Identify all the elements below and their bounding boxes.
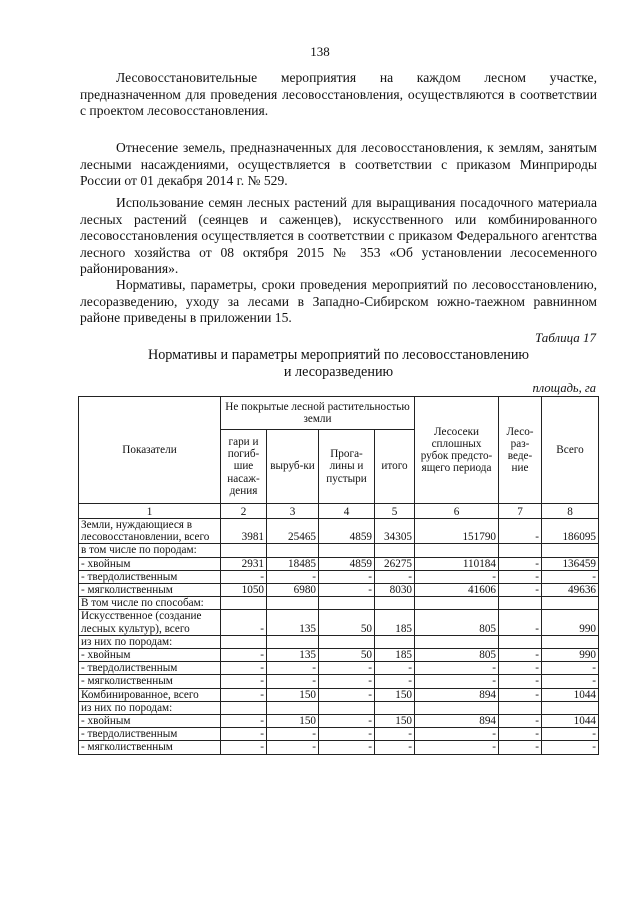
table-title-line-1: Нормативы и параметры мероприятий по лесовосстановлению [147, 347, 530, 363]
row-value: - [499, 610, 542, 635]
row-value: 4859 [319, 557, 375, 570]
row-value: 151790 [415, 519, 499, 544]
row-value: 18485 [267, 557, 319, 570]
row-value: 990 [542, 610, 599, 635]
row-value: 805 [415, 649, 499, 662]
row-value: - [221, 741, 267, 754]
row-value: 110184 [415, 557, 499, 570]
column-number: 4 [319, 504, 375, 519]
row-value: 6980 [267, 584, 319, 597]
row-value: - [375, 570, 415, 583]
row-value: - [319, 584, 375, 597]
row-label: - мягколиственным [79, 675, 221, 688]
row-value: - [375, 675, 415, 688]
row-value [415, 597, 499, 610]
data-table [78, 396, 599, 755]
row-value [375, 701, 415, 714]
header-burned: гари и погиб-шие насаж-дения [221, 430, 267, 504]
row-value: - [542, 662, 599, 675]
row-value: 135 [267, 610, 319, 635]
row-value: 34305 [375, 519, 415, 544]
column-number: 6 [415, 504, 499, 519]
row-value: 4859 [319, 519, 375, 544]
column-number: 5 [375, 504, 415, 519]
row-value [542, 597, 599, 610]
row-value: - [319, 570, 375, 583]
table-row [79, 715, 599, 728]
row-value: - [267, 570, 319, 583]
row-value [221, 544, 267, 557]
row-value: - [499, 570, 542, 583]
row-label: - хвойным [79, 557, 221, 570]
row-value [267, 701, 319, 714]
row-value: - [375, 741, 415, 754]
row-label: из них по породам: [79, 701, 221, 714]
row-value: 1050 [221, 584, 267, 597]
row-value: - [319, 715, 375, 728]
row-value [319, 544, 375, 557]
table-row [79, 519, 599, 544]
table-row [79, 557, 599, 570]
row-value [319, 597, 375, 610]
column-number: 3 [267, 504, 319, 519]
row-value: 894 [415, 715, 499, 728]
row-value: 135 [267, 649, 319, 662]
row-value [221, 597, 267, 610]
table-title-line-2: и лесоразведению [283, 363, 394, 380]
row-value: - [319, 728, 375, 741]
row-value: 150 [267, 715, 319, 728]
header-clearcut-plots: Лесосеки сплошных рубок предсто-ящего периода [415, 397, 499, 504]
table-unit-note: площадь, га [532, 381, 596, 395]
row-value: - [221, 715, 267, 728]
row-value: - [319, 662, 375, 675]
row-label: из них по породам: [79, 635, 221, 648]
row-label: - твердолиственным [79, 728, 221, 741]
row-value: 894 [415, 688, 499, 701]
header-uncovered-lands: Не покрытые лесной растительностью земли [221, 397, 415, 430]
row-value: - [415, 675, 499, 688]
row-label: Комбинированное, всего [79, 688, 221, 701]
row-value: - [375, 728, 415, 741]
paragraph-4: Нормативы, параметры, сроки проведения мероприятий по лесовосстановлению, лесоразведению, уходу за лесами в Западно-Сибирском южно-таежном равнинном районе приведены в приложении 15. [80, 277, 597, 325]
column-number: 2 [221, 504, 267, 519]
table-row [79, 728, 599, 741]
table-row [79, 701, 599, 714]
row-label: - хвойным [79, 649, 221, 662]
row-value: - [499, 557, 542, 570]
row-value: - [499, 741, 542, 754]
row-value: - [319, 741, 375, 754]
row-value: - [415, 741, 499, 754]
paragraph-3: Использование семян лесных растений для выращивания посадочного материала лесных растений (сеянцев и саженцев), искусственного или комбинированного лесовосстановления осуществляется в соответствии с приказом Федерального агентства лесного хозяйства от 08 октября 2015 № 353 «Об установлении лесосеменного районирования». [80, 195, 597, 276]
row-value [499, 635, 542, 648]
row-value: 1044 [542, 688, 599, 701]
table-row [79, 570, 599, 583]
table-row [79, 544, 599, 557]
row-label: в том числе по породам: [79, 544, 221, 557]
row-value: 8030 [375, 584, 415, 597]
table-row [79, 741, 599, 754]
row-value: - [499, 584, 542, 597]
row-value: 3981 [221, 519, 267, 544]
column-number-row [79, 504, 599, 519]
row-value: 185 [375, 610, 415, 635]
row-value: 185 [375, 649, 415, 662]
row-value: - [542, 570, 599, 583]
row-value: - [499, 662, 542, 675]
row-value: - [221, 675, 267, 688]
paragraph-2: Отнесение земель, предназначенных для лесовосстановления, к землям, занятым лесными насаждениями, осуществляется в соответствии с приказом Минприроды России от 01 декабря 2014 г. № 529. [80, 140, 597, 188]
table-row [79, 610, 599, 635]
row-value [267, 635, 319, 648]
row-value: - [267, 675, 319, 688]
row-value: - [267, 728, 319, 741]
row-value: - [415, 570, 499, 583]
row-value: - [499, 688, 542, 701]
row-value: - [499, 728, 542, 741]
row-value: - [499, 675, 542, 688]
header-glades: Прога-лины и пустыри [319, 430, 375, 504]
row-value: - [319, 688, 375, 701]
table-title [80, 347, 597, 380]
header-cuttings: выруб-ки [267, 430, 319, 504]
row-value: 2931 [221, 557, 267, 570]
row-value: 26275 [375, 557, 415, 570]
row-value [375, 635, 415, 648]
row-value [542, 701, 599, 714]
row-label: - твердолиственным [79, 570, 221, 583]
row-value: - [319, 675, 375, 688]
table-row [79, 662, 599, 675]
header-total: Всего [542, 397, 599, 504]
row-value [415, 544, 499, 557]
table-row [79, 675, 599, 688]
row-value: 150 [267, 688, 319, 701]
row-label: Земли, нуждающиеся в лесовосстановлении, всего [79, 519, 221, 544]
table-row [79, 688, 599, 701]
header-afforestation: Лесо-раз-веде-ние [499, 397, 542, 504]
row-value: 41606 [415, 584, 499, 597]
row-value [375, 597, 415, 610]
row-value: 49636 [542, 584, 599, 597]
column-number: 7 [499, 504, 542, 519]
row-value [319, 701, 375, 714]
row-value: 150 [375, 688, 415, 701]
row-value [375, 544, 415, 557]
row-value: - [375, 662, 415, 675]
row-value: - [267, 662, 319, 675]
row-value [267, 597, 319, 610]
row-value: 1044 [542, 715, 599, 728]
row-value: 50 [319, 610, 375, 635]
paragraph-1: Лесовосстановительные мероприятия на каждом лесном участке, предназначенном для проведения лесовосстановления, осуществляются в соответствии с проектом лесовосстановления. [80, 70, 597, 118]
row-value: - [267, 741, 319, 754]
column-number: 8 [542, 504, 599, 519]
row-label: Искусственное (создание лесных культур), всего [79, 610, 221, 635]
row-value: - [415, 728, 499, 741]
page-number: 138 [310, 44, 330, 59]
table-label: Таблица 17 [534, 330, 596, 345]
row-value: - [499, 715, 542, 728]
row-value: - [499, 649, 542, 662]
row-label: В том числе по способам: [79, 597, 221, 610]
row-value [415, 635, 499, 648]
row-value: - [221, 649, 267, 662]
table-row [79, 597, 599, 610]
row-value: - [221, 570, 267, 583]
row-value: 150 [375, 715, 415, 728]
row-value: - [542, 741, 599, 754]
row-value: - [542, 728, 599, 741]
row-label: - хвойным [79, 715, 221, 728]
row-value [542, 635, 599, 648]
row-value: 50 [319, 649, 375, 662]
row-value: - [415, 662, 499, 675]
row-value: - [221, 688, 267, 701]
row-label: - мягколиственным [79, 741, 221, 754]
row-value [415, 701, 499, 714]
row-value [319, 635, 375, 648]
table-body [79, 504, 599, 755]
row-value: - [221, 610, 267, 635]
header-subtotal: итого [375, 430, 415, 504]
row-value: 805 [415, 610, 499, 635]
row-value [499, 544, 542, 557]
row-value [499, 701, 542, 714]
row-value [221, 701, 267, 714]
column-number: 1 [79, 504, 221, 519]
row-value: - [221, 662, 267, 675]
row-value: - [499, 519, 542, 544]
row-value [499, 597, 542, 610]
row-value: 25465 [267, 519, 319, 544]
row-value: 136459 [542, 557, 599, 570]
row-value: - [221, 728, 267, 741]
table-row [79, 649, 599, 662]
row-value: 186095 [542, 519, 599, 544]
header-indicators: Показатели [79, 397, 221, 504]
row-label: - мягколиственным [79, 584, 221, 597]
row-label: - твердолиственным [79, 662, 221, 675]
table-row [79, 635, 599, 648]
table-row [79, 584, 599, 597]
row-value: - [542, 675, 599, 688]
row-value [542, 544, 599, 557]
row-value [267, 544, 319, 557]
row-value [221, 635, 267, 648]
row-value: 990 [542, 649, 599, 662]
